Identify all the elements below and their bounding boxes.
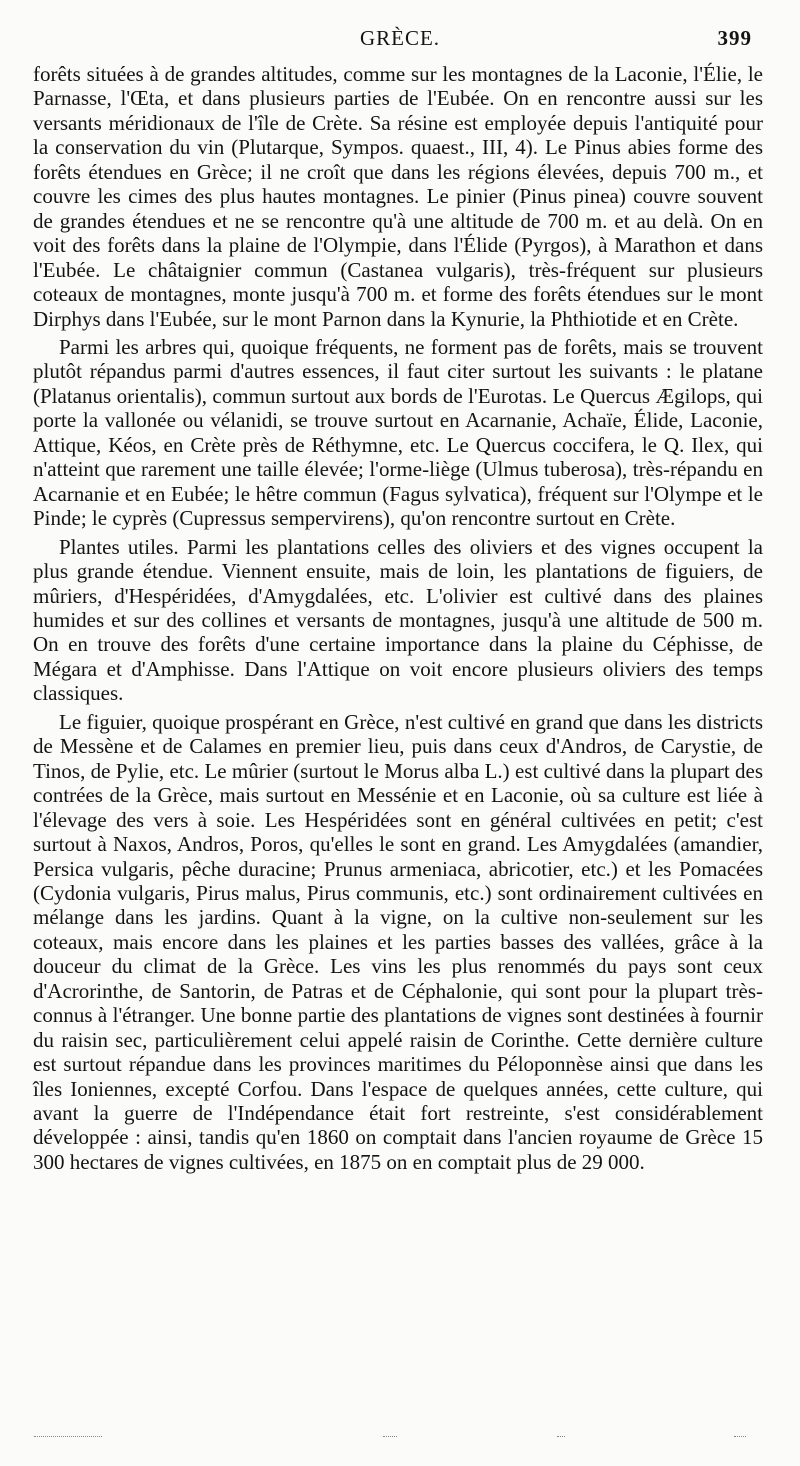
running-head bbox=[0, 26, 800, 56]
body-text bbox=[33, 62, 763, 1174]
page-bottom-marks bbox=[0, 1436, 800, 1442]
paragraph-trees: Parmi les arbres qui, quoique fréquents, ne forment pas de forêts, mais se trouvent plutôt répandus parmi d'autres essences, il faut citer surtout les suivants : le platane (Platanus orientalis), commun surtout aux bords de l'Eurotas. Le Quercus Ægilops, qui porte la vallonée ou vélanidi, se trouve surtout en Acarnanie, Achaïe, Élide, Laconie, Attique, Kéos, en Crète près de Réthymne, etc. Le Quercus coccifera, le Q. Ilex, qui n'atteint que rarement une taille élevée; l'orme-liège (Ulmus tuberosa), très-répandu en Acarnanie et en Eubée; le hêtre commun (Fagus sylvatica), fréquent sur l'Olympe et le Pinde; le cyprès (Cupressus sempervirens), qu'on rencontre surtout en Crète. bbox=[33, 334, 763, 531]
paragraph-continued: forêts situées à de grandes altitudes, comme sur les montagnes de la Laconie, l'Élie, le Parnasse, l'Œta, et dans plusieurs parties de l'Eubée. On en rencontre aussi sur les versants méridionaux de l'île de Crète. Sa résine est employée depuis l'antiquité pour la conservation du vin (Plutarque, Sympos. quaest., III, 4). Le Pinus abies forme des forêts étendues en Grèce; il ne croît que dans les régions élevées, depuis 700 m., et couvre les cimes des plus hautes montagnes. Le pinier (Pinus pinea) couvre souvent de grandes étendues et ne se rencontre qu'à une altitude de 700 m. et au delà. On en voit des forêts dans la plaine de l'Olympie, dans l'Élide (Pyrgos), à Marathon et dans l'Eubée. Le châtaignier commun (Castanea vulgaris), très-fréquent sur plusieurs coteaux de montagnes, monte jusqu'à 700 m. et forme des forêts étendues sur le mont Dirphys dans l'Eubée, sur le mont Parnon dans la Kynurie, la Phthiotide et en Crète. bbox=[33, 62, 763, 331]
paragraph-useful-plants: Plantes utiles. Parmi les plantations celles des oliviers et des vignes occupent la plus grande étendue. Viennent ensuite, mais de loin, les plantations de figuiers, de mûriers, d'Hespéridées, d'Amygdalées, etc. L'olivier est cultivé dans des plaines humides et sur des collines et versants de montagnes, jusqu'à une altitude de 500 m. On en trouve des forêts d'une certaine importance dans la plaine du Céphisse, de Mégara et d'Amphisse. Dans l'Attique on voit encore plusieurs oliviers des temps classiques. bbox=[33, 534, 763, 706]
running-head-title: GRÈCE. bbox=[359, 26, 441, 50]
page-number: 399 bbox=[717, 26, 752, 50]
paragraph-fig-vine: Le figuier, quoique prospérant en Grèce, n'est cultivé en grand que dans les districts de Messène et de Calames en premier lieu, puis dans ceux d'Andros, de Carystie, de Tinos, de Pylie, etc. Le mûrier (surtout le Morus alba L.) est cultivé dans la plupart des contrées de la Grèce, mais surtout en Messénie et en Laconie, où sa culture est liée à l'élevage des vers à soie. Les Hespéridées sont en général cultivées en petit; c'est surtout à Naxos, Andros, Poros, qu'elles le sont en grand. Les Amygdalées (amandier, Persica vulgaris, pêche duracine; Prunus armeniaca, abricotier, etc.) et les Pomacées (Cydonia vulgaris, Pirus malus, Pirus communis, etc.) sont ordinairement cultivées en mélange dans les jardins. Quant à la vigne, on la cultive non-seulement sur les coteaux, mais encore dans les plaines et les parties basses des vallées, grâce à la douceur du climat de la Grèce. Les vins les plus renommés du pays sont ceux d'Acrorinthe, de Santorin, de Patras et de Céphalonie, qui sont pour la plupart très-connus à l'étranger. Une bonne partie des plantations de vignes sont destinées à fournir du raisin sec, particulièrement celui appelé raisin de Corinthe. Cette dernière culture est surtout répandue dans les provinces maritimes du Péloponnèse ainsi que dans les îles Ioniennes, excepté Corfou. Dans l'espace de quelques années, cette culture, qui avant la guerre de l'Indépendance était fort restreinte, s'est considérablement développée : ainsi, tandis qu'en 1860 on comptait dans l'ancien royaume de Grèce 15 300 hectares de vignes cultivées, en 1875 on en comptait plus de 29 000. bbox=[33, 709, 763, 1174]
